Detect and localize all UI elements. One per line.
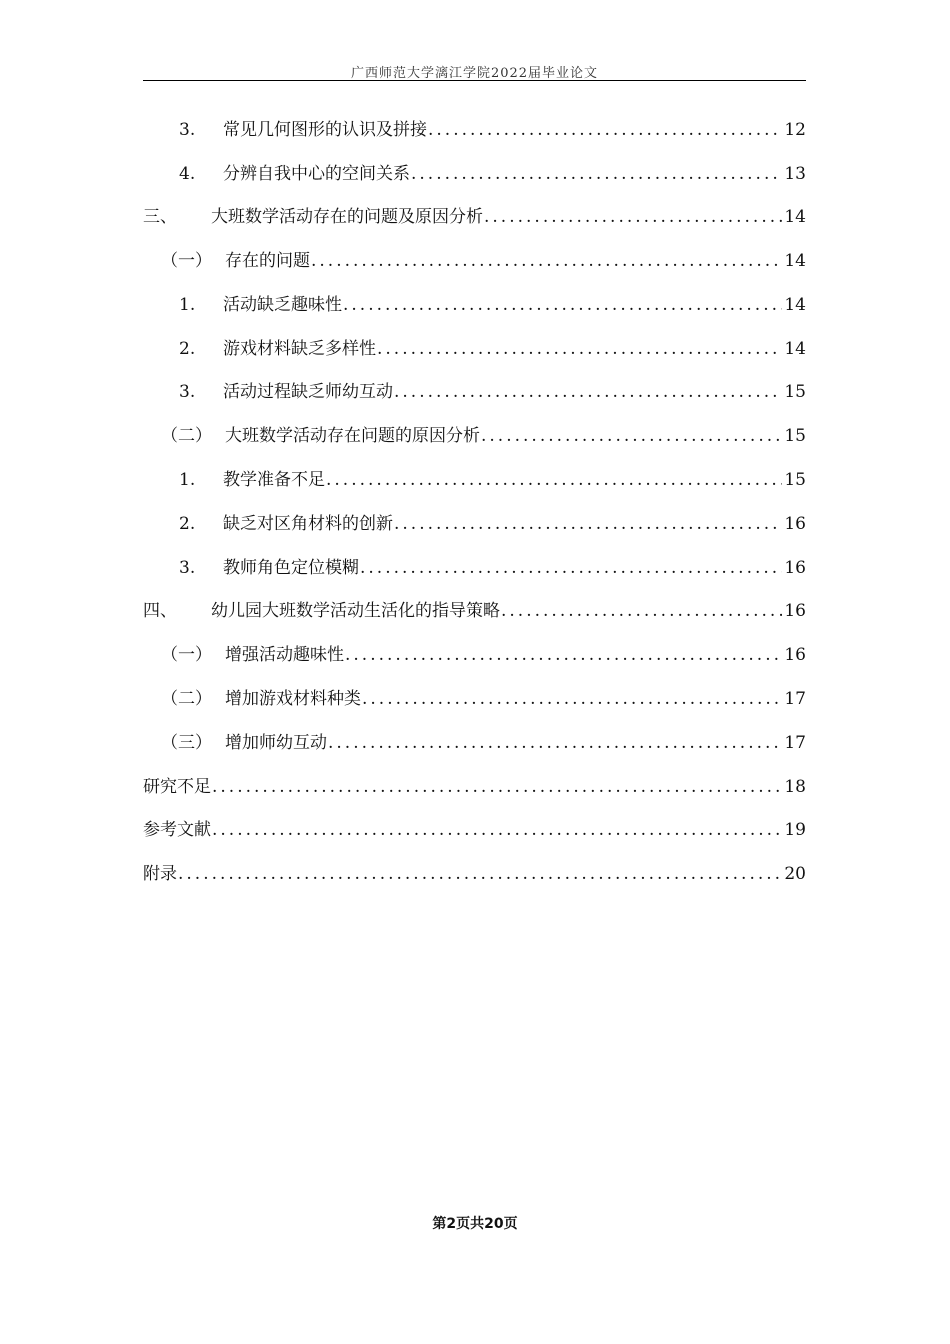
toc-entry-number: 4. bbox=[179, 164, 196, 184]
toc-dot-leader bbox=[327, 730, 782, 756]
toc-entry-page: 14 bbox=[784, 251, 806, 271]
toc-entry-page: 15 bbox=[784, 470, 806, 490]
toc-entry-page: 15 bbox=[784, 426, 806, 446]
toc-dot-leader bbox=[361, 686, 782, 712]
toc-entry-title: 研究不足 bbox=[143, 777, 211, 797]
toc-entry-number: 3. bbox=[179, 382, 196, 402]
page-footer: 第2页共20页 bbox=[432, 1216, 518, 1232]
toc-entry-title: 附录 bbox=[143, 864, 177, 884]
toc-entry-number: （二） bbox=[161, 689, 212, 709]
toc-entry[interactable] bbox=[143, 817, 806, 843]
toc-entry-number: （一） bbox=[161, 645, 212, 665]
toc-entry-number: 四、 bbox=[143, 601, 177, 621]
page-header: 广西师范大学漓江学院2022届毕业论文 bbox=[350, 66, 599, 81]
toc-entry-title: 增强活动趣味性 bbox=[225, 645, 344, 665]
toc-entry[interactable] bbox=[143, 598, 806, 624]
toc-entry-page: 14 bbox=[784, 339, 806, 359]
toc-dot-leader bbox=[310, 248, 782, 274]
toc-entry-title: 教学准备不足 bbox=[223, 470, 325, 490]
toc-entry[interactable] bbox=[143, 555, 806, 581]
toc-entry-number: 3. bbox=[179, 558, 196, 578]
header-rule bbox=[143, 80, 806, 81]
toc-dot-leader bbox=[177, 861, 782, 887]
toc-entry-page: 20 bbox=[784, 864, 806, 884]
toc-entry[interactable] bbox=[143, 730, 806, 756]
toc-entry[interactable] bbox=[143, 248, 806, 274]
toc-entry[interactable] bbox=[143, 861, 806, 887]
toc-entry-title: 教师角色定位模糊 bbox=[223, 558, 359, 578]
toc-entry[interactable] bbox=[143, 642, 806, 668]
toc-dot-leader bbox=[483, 204, 782, 230]
toc-entry-page: 15 bbox=[784, 382, 806, 402]
toc-entry-page: 19 bbox=[784, 820, 806, 840]
toc-entry-number: 三、 bbox=[143, 207, 177, 227]
toc-dot-leader bbox=[344, 642, 782, 668]
toc-entry[interactable] bbox=[143, 336, 806, 362]
toc-entry-number: 2. bbox=[179, 514, 196, 534]
toc-entry-number: 3. bbox=[179, 120, 196, 140]
toc-entry[interactable] bbox=[143, 686, 806, 712]
toc-entry[interactable] bbox=[143, 292, 806, 318]
toc-entry[interactable] bbox=[143, 161, 806, 187]
toc-dot-leader bbox=[376, 336, 782, 362]
toc-entry-title: 分辨自我中心的空间关系 bbox=[223, 164, 410, 184]
toc-entry-title: 缺乏对区角材料的创新 bbox=[223, 514, 393, 534]
toc-entry[interactable] bbox=[143, 204, 806, 230]
toc-entry[interactable] bbox=[143, 774, 806, 800]
toc-entry-title: 存在的问题 bbox=[225, 251, 310, 271]
toc-dot-leader bbox=[410, 161, 782, 187]
toc-entry-number: （三） bbox=[161, 733, 212, 753]
toc-entry-number: （一） bbox=[161, 251, 212, 271]
toc-dot-leader bbox=[342, 292, 782, 318]
toc-entry-page: 13 bbox=[784, 164, 806, 184]
toc-entry-title: 幼儿园大班数学活动生活化的指导策略 bbox=[211, 601, 500, 621]
toc-dot-leader bbox=[393, 511, 782, 537]
toc-entry[interactable] bbox=[143, 423, 806, 449]
toc-entry-page: 17 bbox=[784, 733, 806, 753]
toc-entry-title: 常见几何图形的认识及拼接 bbox=[223, 120, 427, 140]
toc-entry[interactable] bbox=[143, 117, 806, 143]
toc-entry-page: 12 bbox=[784, 120, 806, 140]
toc-entry-page: 16 bbox=[784, 645, 806, 665]
toc-entry-number: （二） bbox=[161, 426, 212, 446]
toc-entry-title: 增加师幼互动 bbox=[225, 733, 327, 753]
toc-dot-leader bbox=[359, 555, 782, 581]
toc-dot-leader bbox=[480, 423, 782, 449]
toc-entry-title: 参考文献 bbox=[143, 820, 211, 840]
toc-dot-leader bbox=[500, 598, 782, 624]
toc-entry-number: 2. bbox=[179, 339, 196, 359]
toc-entry-page: 16 bbox=[784, 601, 806, 621]
toc-entry-number: 1. bbox=[179, 295, 196, 315]
toc-entry-title: 游戏材料缺乏多样性 bbox=[223, 339, 376, 359]
toc-entry-title: 大班数学活动存在问题的原因分析 bbox=[225, 426, 480, 446]
toc-entry-page: 14 bbox=[784, 207, 806, 227]
toc-dot-leader bbox=[211, 817, 782, 843]
toc-dot-leader bbox=[325, 467, 782, 493]
toc-entry[interactable] bbox=[143, 379, 806, 405]
toc-dot-leader bbox=[393, 379, 782, 405]
toc-entry-title: 大班数学活动存在的问题及原因分析 bbox=[211, 207, 483, 227]
toc-entry-page: 14 bbox=[784, 295, 806, 315]
toc-entry[interactable] bbox=[143, 467, 806, 493]
toc-dot-leader bbox=[211, 774, 782, 800]
toc-entry[interactable] bbox=[143, 511, 806, 537]
toc-entry-page: 16 bbox=[784, 558, 806, 578]
toc-dot-leader bbox=[427, 117, 782, 143]
toc-entry-page: 17 bbox=[784, 689, 806, 709]
toc-entry-page: 18 bbox=[784, 777, 806, 797]
toc-entry-title: 活动缺乏趣味性 bbox=[223, 295, 342, 315]
toc-entry-number: 1. bbox=[179, 470, 196, 490]
toc-entry-title: 活动过程缺乏师幼互动 bbox=[223, 382, 393, 402]
toc-entry-page: 16 bbox=[784, 514, 806, 534]
toc-entry-title: 增加游戏材料种类 bbox=[225, 689, 361, 709]
